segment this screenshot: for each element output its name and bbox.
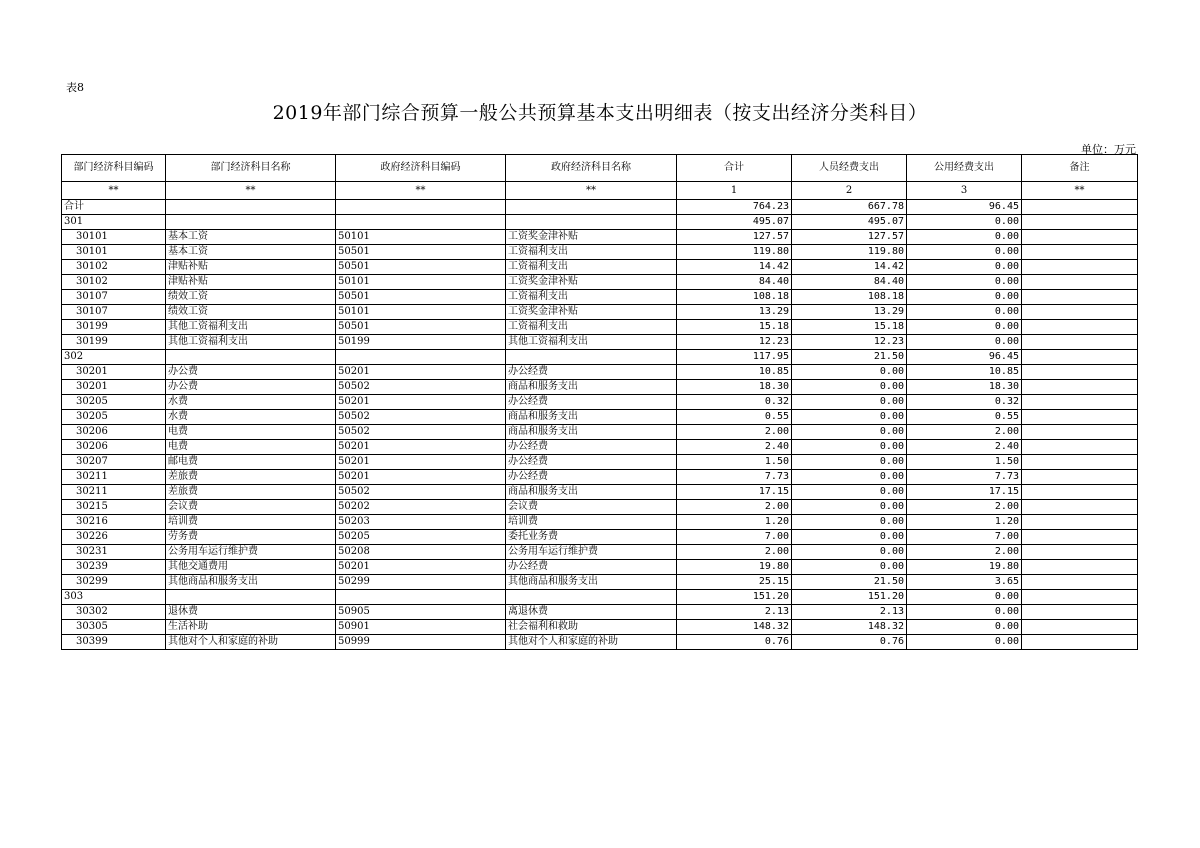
remark-cell [1022, 560, 1138, 575]
gov-code-cell: 50199 [336, 335, 506, 350]
public-cell: 0.32 [907, 395, 1022, 410]
index-cell: ** [62, 182, 166, 200]
index-cell: 1 [677, 182, 792, 200]
remark-cell [1022, 455, 1138, 470]
table-row [62, 455, 1138, 470]
table-row [62, 410, 1138, 425]
personnel-cell: 0.00 [792, 455, 907, 470]
gov-name-cell: 办公经费 [506, 395, 677, 410]
table-row [62, 605, 1138, 620]
total-cell: 1.50 [677, 455, 792, 470]
index-row [62, 182, 1138, 200]
dept-code-cell: 30101 [62, 245, 166, 260]
gov-name-cell: 委托业务费 [506, 530, 677, 545]
column-header: 合计 [677, 155, 792, 182]
public-cell: 0.00 [907, 275, 1022, 290]
personnel-cell: 12.23 [792, 335, 907, 350]
dept-name-cell: 退休费 [166, 605, 336, 620]
gov-code-cell: 50502 [336, 410, 506, 425]
total-cell: 127.57 [677, 230, 792, 245]
dept-name-cell: 水费 [166, 410, 336, 425]
table-row [62, 635, 1138, 650]
column-header: 备注 [1022, 155, 1138, 182]
gov-name-cell: 工资奖金津补贴 [506, 230, 677, 245]
gov-code-cell: 50201 [336, 455, 506, 470]
gov-name-cell: 工资福利支出 [506, 290, 677, 305]
dept-code-cell: 30107 [62, 305, 166, 320]
gov-code-cell: 50901 [336, 620, 506, 635]
table-row [62, 320, 1138, 335]
public-cell: 7.73 [907, 470, 1022, 485]
public-cell: 1.20 [907, 515, 1022, 530]
gov-code-cell: 50999 [336, 635, 506, 650]
dept-code-cell: 30305 [62, 620, 166, 635]
total-cell: 117.95 [677, 350, 792, 365]
personnel-cell: 667.78 [792, 200, 907, 215]
dept-name-cell: 基本工资 [166, 230, 336, 245]
dept-code-cell: 30231 [62, 545, 166, 560]
personnel-cell: 0.00 [792, 425, 907, 440]
gov-name-cell: 办公经费 [506, 455, 677, 470]
public-cell: 0.00 [907, 290, 1022, 305]
total-cell: 7.73 [677, 470, 792, 485]
table-row [62, 335, 1138, 350]
gov-name-cell [506, 350, 677, 365]
gov-name-cell: 其他对个人和家庭的补助 [506, 635, 677, 650]
total-cell: 495.07 [677, 215, 792, 230]
table-row [62, 530, 1138, 545]
remark-cell [1022, 395, 1138, 410]
gov-name-cell: 工资福利支出 [506, 320, 677, 335]
gov-code-cell: 50205 [336, 530, 506, 545]
dept-name-cell: 基本工资 [166, 245, 336, 260]
gov-code-cell: 50101 [336, 230, 506, 245]
remark-cell [1022, 275, 1138, 290]
public-cell: 19.80 [907, 560, 1022, 575]
dept-code-cell: 30201 [62, 380, 166, 395]
dept-name-cell: 津贴补贴 [166, 275, 336, 290]
index-cell: 2 [792, 182, 907, 200]
personnel-cell: 0.00 [792, 440, 907, 455]
remark-cell [1022, 485, 1138, 500]
table-row [62, 260, 1138, 275]
remark-cell [1022, 230, 1138, 245]
gov-code-cell [336, 590, 506, 605]
dept-code-cell: 30215 [62, 500, 166, 515]
table-row [62, 350, 1138, 365]
remark-cell [1022, 365, 1138, 380]
index-cell: ** [166, 182, 336, 200]
gov-code-cell: 50501 [336, 260, 506, 275]
dept-name-cell: 绩效工资 [166, 290, 336, 305]
remark-cell [1022, 590, 1138, 605]
remark-cell [1022, 335, 1138, 350]
dept-name-cell: 劳务费 [166, 530, 336, 545]
dept-name-cell: 办公费 [166, 380, 336, 395]
page-title: 2019年部门综合预算一般公共预算基本支出明细表（按支出经济分类科目） [272, 102, 928, 124]
dept-name-cell: 培训费 [166, 515, 336, 530]
column-header: 人员经费支出 [792, 155, 907, 182]
table-row [62, 245, 1138, 260]
public-cell: 7.00 [907, 530, 1022, 545]
personnel-cell: 0.00 [792, 365, 907, 380]
public-cell: 0.00 [907, 605, 1022, 620]
dept-name-cell [166, 200, 336, 215]
dept-code-cell: 30239 [62, 560, 166, 575]
gov-name-cell: 商品和服务支出 [506, 485, 677, 500]
gov-name-cell [506, 200, 677, 215]
total-cell: 1.20 [677, 515, 792, 530]
dept-name-cell [166, 590, 336, 605]
table-row [62, 485, 1138, 500]
personnel-cell: 0.00 [792, 545, 907, 560]
dept-name-cell: 电费 [166, 425, 336, 440]
gov-code-cell: 50203 [336, 515, 506, 530]
table-row [62, 575, 1138, 590]
table-row [62, 425, 1138, 440]
dept-name-cell: 公务用车运行维护费 [166, 545, 336, 560]
gov-code-cell: 50208 [336, 545, 506, 560]
total-cell: 15.18 [677, 320, 792, 335]
dept-code-cell: 合计 [62, 200, 166, 215]
public-cell: 96.45 [907, 200, 1022, 215]
total-cell: 0.76 [677, 635, 792, 650]
remark-cell [1022, 410, 1138, 425]
remark-cell [1022, 245, 1138, 260]
personnel-cell: 0.00 [792, 515, 907, 530]
index-cell: ** [336, 182, 506, 200]
dept-code-cell: 30299 [62, 575, 166, 590]
table-row [62, 200, 1138, 215]
public-cell: 96.45 [907, 350, 1022, 365]
gov-name-cell: 办公经费 [506, 560, 677, 575]
dept-code-cell: 30102 [62, 260, 166, 275]
public-cell: 17.15 [907, 485, 1022, 500]
dept-name-cell: 其他交通费用 [166, 560, 336, 575]
dept-code-cell: 30101 [62, 230, 166, 245]
gov-name-cell: 会议费 [506, 500, 677, 515]
table-row [62, 620, 1138, 635]
dept-code-cell: 30199 [62, 320, 166, 335]
table-row [62, 290, 1138, 305]
personnel-cell: 0.00 [792, 395, 907, 410]
gov-name-cell: 商品和服务支出 [506, 410, 677, 425]
dept-name-cell: 差旅费 [166, 485, 336, 500]
dept-name-cell: 其他工资福利支出 [166, 335, 336, 350]
table-row [62, 470, 1138, 485]
gov-name-cell: 工资福利支出 [506, 260, 677, 275]
gov-name-cell [506, 215, 677, 230]
public-cell: 0.00 [907, 245, 1022, 260]
public-cell: 2.40 [907, 440, 1022, 455]
dept-code-cell: 30302 [62, 605, 166, 620]
total-cell: 18.30 [677, 380, 792, 395]
gov-code-cell: 50201 [336, 395, 506, 410]
dept-name-cell [166, 350, 336, 365]
personnel-cell: 84.40 [792, 275, 907, 290]
gov-name-cell: 工资福利支出 [506, 245, 677, 260]
public-cell: 0.00 [907, 230, 1022, 245]
remark-cell [1022, 320, 1138, 335]
remark-cell [1022, 470, 1138, 485]
total-cell: 84.40 [677, 275, 792, 290]
gov-name-cell: 办公经费 [506, 365, 677, 380]
gov-code-cell: 50501 [336, 320, 506, 335]
gov-name-cell: 其他工资福利支出 [506, 335, 677, 350]
personnel-cell: 151.20 [792, 590, 907, 605]
personnel-cell: 0.00 [792, 530, 907, 545]
table-header-row [62, 155, 1138, 182]
table-row [62, 500, 1138, 515]
personnel-cell: 495.07 [792, 215, 907, 230]
remark-cell [1022, 515, 1138, 530]
gov-name-cell: 工资奖金津补贴 [506, 305, 677, 320]
table-row [62, 395, 1138, 410]
total-cell: 151.20 [677, 590, 792, 605]
remark-cell [1022, 290, 1138, 305]
dept-name-cell: 办公费 [166, 365, 336, 380]
dept-name-cell [166, 215, 336, 230]
index-cell: 3 [907, 182, 1022, 200]
personnel-cell: 21.50 [792, 575, 907, 590]
gov-code-cell: 50501 [336, 245, 506, 260]
gov-name-cell: 培训费 [506, 515, 677, 530]
public-cell: 0.00 [907, 305, 1022, 320]
total-cell: 0.32 [677, 395, 792, 410]
column-header: 部门经济科目编码 [62, 155, 166, 182]
dept-code-cell: 30102 [62, 275, 166, 290]
dept-name-cell: 水费 [166, 395, 336, 410]
public-cell: 0.00 [907, 260, 1022, 275]
total-cell: 119.80 [677, 245, 792, 260]
total-cell: 2.00 [677, 425, 792, 440]
total-cell: 2.00 [677, 545, 792, 560]
column-header: 政府经济科目名称 [506, 155, 677, 182]
dept-code-cell: 30199 [62, 335, 166, 350]
public-cell: 18.30 [907, 380, 1022, 395]
gov-code-cell: 50502 [336, 425, 506, 440]
remark-cell [1022, 350, 1138, 365]
total-cell: 148.32 [677, 620, 792, 635]
total-cell: 13.29 [677, 305, 792, 320]
dept-code-cell: 30211 [62, 485, 166, 500]
total-cell: 108.18 [677, 290, 792, 305]
total-cell: 0.55 [677, 410, 792, 425]
gov-code-cell: 50905 [336, 605, 506, 620]
dept-name-cell: 其他工资福利支出 [166, 320, 336, 335]
personnel-cell: 0.00 [792, 485, 907, 500]
public-cell: 3.65 [907, 575, 1022, 590]
public-cell: 1.50 [907, 455, 1022, 470]
column-header: 政府经济科目编码 [336, 155, 506, 182]
total-cell: 764.23 [677, 200, 792, 215]
gov-name-cell: 社会福利和救助 [506, 620, 677, 635]
dept-name-cell: 津贴补贴 [166, 260, 336, 275]
table-number: 表8 [66, 81, 84, 94]
public-cell: 0.00 [907, 635, 1022, 650]
total-cell: 2.00 [677, 500, 792, 515]
public-cell: 0.55 [907, 410, 1022, 425]
remark-cell [1022, 305, 1138, 320]
index-cell: ** [1022, 182, 1138, 200]
table-row [62, 230, 1138, 245]
index-cell: ** [506, 182, 677, 200]
personnel-cell: 127.57 [792, 230, 907, 245]
dept-code-cell: 30226 [62, 530, 166, 545]
gov-code-cell [336, 215, 506, 230]
total-cell: 2.40 [677, 440, 792, 455]
remark-cell [1022, 200, 1138, 215]
personnel-cell: 148.32 [792, 620, 907, 635]
public-cell: 0.00 [907, 590, 1022, 605]
personnel-cell: 0.00 [792, 500, 907, 515]
personnel-cell: 15.18 [792, 320, 907, 335]
personnel-cell: 2.13 [792, 605, 907, 620]
dept-code-cell: 30399 [62, 635, 166, 650]
dept-code-cell: 30205 [62, 410, 166, 425]
gov-code-cell: 50101 [336, 275, 506, 290]
remark-cell [1022, 500, 1138, 515]
table-row [62, 275, 1138, 290]
dept-name-cell: 绩效工资 [166, 305, 336, 320]
gov-code-cell [336, 200, 506, 215]
dept-name-cell: 邮电费 [166, 455, 336, 470]
personnel-cell: 0.00 [792, 560, 907, 575]
total-cell: 14.42 [677, 260, 792, 275]
gov-name-cell: 商品和服务支出 [506, 380, 677, 395]
gov-name-cell: 其他商品和服务支出 [506, 575, 677, 590]
dept-code-cell: 303 [62, 590, 166, 605]
gov-code-cell: 50501 [336, 290, 506, 305]
public-cell: 2.00 [907, 545, 1022, 560]
gov-name-cell: 办公经费 [506, 470, 677, 485]
personnel-cell: 108.18 [792, 290, 907, 305]
gov-code-cell: 50299 [336, 575, 506, 590]
public-cell: 2.00 [907, 425, 1022, 440]
dept-code-cell: 30211 [62, 470, 166, 485]
remark-cell [1022, 575, 1138, 590]
dept-name-cell: 差旅费 [166, 470, 336, 485]
personnel-cell: 0.00 [792, 470, 907, 485]
table-row [62, 305, 1138, 320]
personnel-cell: 119.80 [792, 245, 907, 260]
personnel-cell: 0.00 [792, 380, 907, 395]
dept-code-cell: 30216 [62, 515, 166, 530]
gov-code-cell: 50502 [336, 380, 506, 395]
gov-code-cell: 50201 [336, 440, 506, 455]
gov-code-cell: 50201 [336, 470, 506, 485]
table-row [62, 545, 1138, 560]
dept-code-cell: 30107 [62, 290, 166, 305]
budget-table [61, 154, 1138, 650]
gov-name-cell: 公务用车运行维护费 [506, 545, 677, 560]
remark-cell [1022, 215, 1138, 230]
dept-name-cell: 电费 [166, 440, 336, 455]
total-cell: 10.85 [677, 365, 792, 380]
personnel-cell: 0.76 [792, 635, 907, 650]
public-cell: 0.00 [907, 320, 1022, 335]
dept-code-cell: 30206 [62, 440, 166, 455]
column-header: 部门经济科目名称 [166, 155, 336, 182]
dept-code-cell: 30205 [62, 395, 166, 410]
remark-cell [1022, 260, 1138, 275]
dept-name-cell: 其他商品和服务支出 [166, 575, 336, 590]
gov-code-cell: 50502 [336, 485, 506, 500]
gov-name-cell: 工资奖金津补贴 [506, 275, 677, 290]
gov-name-cell: 离退休费 [506, 605, 677, 620]
gov-code-cell: 50201 [336, 365, 506, 380]
total-cell: 25.15 [677, 575, 792, 590]
personnel-cell: 21.50 [792, 350, 907, 365]
dept-code-cell: 301 [62, 215, 166, 230]
column-header: 公用经费支出 [907, 155, 1022, 182]
gov-code-cell: 50101 [336, 305, 506, 320]
dept-code-cell: 30206 [62, 425, 166, 440]
dept-name-cell: 生活补助 [166, 620, 336, 635]
dept-code-cell: 302 [62, 350, 166, 365]
gov-code-cell [336, 350, 506, 365]
personnel-cell: 0.00 [792, 410, 907, 425]
remark-cell [1022, 620, 1138, 635]
table-row [62, 380, 1138, 395]
table-row [62, 365, 1138, 380]
public-cell: 0.00 [907, 335, 1022, 350]
remark-cell [1022, 545, 1138, 560]
personnel-cell: 14.42 [792, 260, 907, 275]
remark-cell [1022, 440, 1138, 455]
total-cell: 7.00 [677, 530, 792, 545]
table-row [62, 515, 1138, 530]
table-row [62, 440, 1138, 455]
dept-name-cell: 会议费 [166, 500, 336, 515]
total-cell: 19.80 [677, 560, 792, 575]
remark-cell [1022, 635, 1138, 650]
personnel-cell: 13.29 [792, 305, 907, 320]
dept-code-cell: 30207 [62, 455, 166, 470]
remark-cell [1022, 425, 1138, 440]
gov-name-cell: 商品和服务支出 [506, 425, 677, 440]
table-row [62, 215, 1138, 230]
public-cell: 2.00 [907, 500, 1022, 515]
remark-cell [1022, 380, 1138, 395]
table-row [62, 590, 1138, 605]
dept-name-cell: 其他对个人和家庭的补助 [166, 635, 336, 650]
remark-cell [1022, 605, 1138, 620]
total-cell: 12.23 [677, 335, 792, 350]
public-cell: 0.00 [907, 215, 1022, 230]
total-cell: 17.15 [677, 485, 792, 500]
gov-name-cell: 办公经费 [506, 440, 677, 455]
remark-cell [1022, 530, 1138, 545]
dept-code-cell: 30201 [62, 365, 166, 380]
gov-code-cell: 50202 [336, 500, 506, 515]
public-cell: 0.00 [907, 620, 1022, 635]
table-row [62, 560, 1138, 575]
gov-code-cell: 50201 [336, 560, 506, 575]
unit-label: 单位：万元 [1081, 143, 1136, 156]
total-cell: 2.13 [677, 605, 792, 620]
public-cell: 10.85 [907, 365, 1022, 380]
gov-name-cell [506, 590, 677, 605]
